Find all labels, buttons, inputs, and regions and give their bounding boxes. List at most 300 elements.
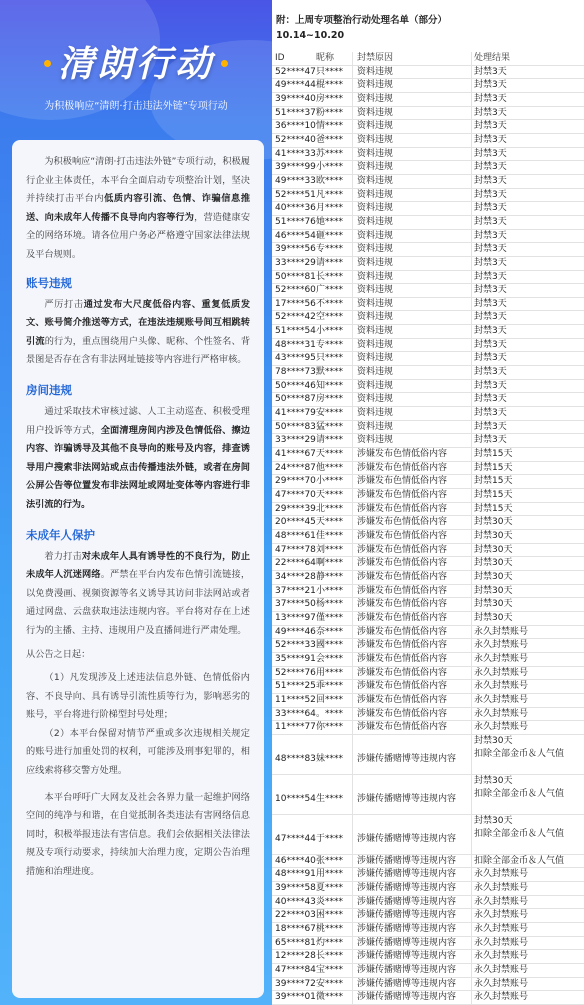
row-result: 封禁3天 — [474, 435, 507, 446]
row-id: 29****70 — [275, 476, 316, 487]
row-nickname: 小**** — [316, 585, 344, 596]
row-reason: 资料违规 — [352, 134, 472, 147]
row-id: 11****52 — [275, 694, 316, 705]
row-nickname: 爸**** — [316, 134, 344, 145]
row-nickname: 用**** — [316, 869, 344, 880]
page-title: 清朗行动 — [57, 44, 214, 85]
table-row — [272, 503, 584, 517]
table-row — [272, 815, 584, 855]
row-nickname: 佳**** — [316, 530, 344, 541]
row-id: 40****36 — [275, 203, 316, 214]
table-row — [272, 79, 584, 93]
row-result: 封禁30天 — [474, 558, 513, 569]
row-nickname: 困**** — [316, 910, 344, 921]
section-text-room: 通过采取技术审核过滤、人工主动巡查、积极受理用户投诉等方式，全面清理房间内涉及色情低俗、擦边内容、诈骗诱导及其他不良导向的账号及内容，排查诱导用户搜索非法网站或点击传播违法外链，或者在房间公屏公告等位置发布非法网址或网址变体等内容进行非法引流的行为。 — [26, 405, 251, 510]
from-date-label: 从公告之日起： — [26, 649, 91, 661]
row-result-ban: 封禁30天 — [474, 775, 513, 786]
row-reason: 资料违规 — [352, 161, 472, 174]
table-row — [272, 421, 584, 435]
row-id: 51****76 — [275, 216, 316, 227]
row-reason: 资料违规 — [352, 380, 472, 393]
row-result: 永久封禁账号 — [474, 978, 529, 989]
row-nickname: 妹**** — [316, 753, 344, 764]
row-result: 封禁3天 — [474, 66, 507, 77]
row-reason: 涉嫌发布色情低俗内容 — [352, 694, 472, 707]
row-result: 封禁3天 — [474, 326, 507, 337]
table-header — [272, 52, 584, 66]
table-row — [272, 134, 584, 148]
table-row — [272, 298, 584, 312]
row-nickname: 刘**** — [316, 544, 344, 555]
row-nickname: 广**** — [316, 285, 344, 296]
row-id: 50****87 — [275, 394, 316, 405]
table-row — [272, 175, 584, 189]
row-id: 52****42 — [275, 312, 316, 323]
rule-item-2: （2）本平台保留对情节严重或多次违规相关规定的账号进行加重处罚的权利，可能涉及刑事犯罪的，相应线索将移交警方处理。 — [26, 727, 250, 777]
table-row — [272, 923, 584, 937]
table-row — [272, 148, 584, 162]
col-header-result: 处理结果 — [474, 53, 511, 63]
row-nickname: 用**** — [316, 667, 344, 678]
table-row — [272, 407, 584, 421]
row-nickname: 安**** — [316, 408, 344, 419]
table-row — [272, 735, 584, 775]
table-row — [272, 708, 584, 722]
row-reason: 涉嫌传播赌博等违规内容 — [352, 964, 472, 977]
table-row — [272, 120, 584, 134]
row-reason: 涉嫌传播赌博等违规内容 — [352, 815, 472, 854]
table-row — [272, 626, 584, 640]
row-nickname: 长**** — [316, 271, 344, 282]
row-reason: 涉嫌传播赌博等违规内容 — [352, 991, 472, 1004]
row-id: 33****64 — [275, 708, 316, 719]
table-row — [272, 257, 584, 271]
row-id: 35****91 — [275, 653, 316, 664]
row-result: 封禁3天 — [474, 380, 507, 391]
row-reason: 资料违规 — [352, 271, 472, 284]
row-id: 48****83 — [275, 753, 316, 764]
row-result: 封禁30天 — [474, 612, 513, 623]
penalty-table — [272, 52, 584, 1005]
row-nickname: 國**** — [316, 640, 344, 651]
row-reason: 涉嫌发布色情低俗内容 — [352, 571, 472, 584]
row-id: 22****64 — [275, 558, 316, 569]
table-row — [272, 639, 584, 653]
row-id: 39****40 — [275, 93, 316, 104]
row-reason: 涉嫌发布色情低俗内容 — [352, 667, 472, 680]
row-nickname: 灼**** — [316, 937, 344, 948]
table-row — [272, 653, 584, 667]
row-id: 33****29 — [275, 435, 316, 446]
table-row — [272, 271, 584, 285]
row-id: 51****25 — [275, 681, 316, 692]
row-id: 49****46 — [275, 626, 316, 637]
table-row — [272, 352, 584, 366]
row-reason: 涉嫌发布色情低俗内容 — [352, 557, 472, 570]
row-reason: 涉嫌发布色情低俗内容 — [352, 475, 472, 488]
row-id: 24****87 — [275, 462, 316, 473]
table-row — [272, 284, 584, 298]
table-row — [272, 243, 584, 257]
row-id: 20****45 — [275, 517, 316, 528]
row-nickname: 安**** — [316, 978, 344, 989]
row-id: 18****67 — [275, 924, 316, 935]
row-result: 封禁30天 — [474, 599, 513, 610]
row-nickname: 凡**** — [316, 189, 344, 200]
row-nickname: 乖**** — [316, 681, 344, 692]
row-reason: 涉嫌传播赌博等违规内容 — [352, 882, 472, 895]
row-nickname: 杨**** — [316, 599, 344, 610]
row-nickname: 回**** — [316, 694, 344, 705]
row-id: 43****95 — [275, 353, 316, 364]
row-id: 47****44 — [275, 833, 316, 844]
row-result: 封禁3天 — [474, 148, 507, 159]
row-id: 52****51 — [275, 189, 316, 200]
table-row — [272, 434, 584, 448]
row-id: 36****10 — [275, 121, 316, 132]
row-reason: 资料违规 — [352, 79, 472, 92]
row-reason: 资料违规 — [352, 175, 472, 188]
row-result: 封禁30天 — [474, 571, 513, 582]
row-result: 永久封禁账号 — [474, 924, 529, 935]
row-nickname: 只**** — [316, 66, 344, 77]
table-row — [272, 950, 584, 964]
row-id: 50****46 — [275, 380, 316, 391]
table-row — [272, 964, 584, 978]
row-reason: 涉嫌发布色情低俗内容 — [352, 639, 472, 652]
table-body — [272, 66, 584, 1005]
row-reason: 资料违规 — [352, 230, 472, 243]
row-reason: 涉嫌发布色情低俗内容 — [352, 544, 472, 557]
row-reason: 涉嫌发布色情低俗内容 — [352, 708, 472, 721]
table-row — [272, 216, 584, 230]
table-row — [272, 571, 584, 585]
row-result-deduct: 扣除全部金币＆人气值 — [474, 789, 565, 800]
row-id: 39****72 — [275, 978, 316, 989]
row-id: 47****84 — [275, 965, 316, 976]
row-reason: 涉嫌发布色情低俗内容 — [352, 448, 472, 461]
section-title-minors: 未成年人保护 — [26, 527, 95, 542]
table-row — [272, 598, 584, 612]
table-row — [272, 380, 584, 394]
row-result: 永久封禁账号 — [474, 694, 529, 705]
table-row — [272, 991, 584, 1005]
row-id: 49****44 — [275, 80, 316, 91]
row-result: 封禁30天 — [474, 530, 513, 541]
table-row — [272, 896, 584, 910]
row-reason: 涉嫌发布色情低俗内容 — [352, 653, 472, 666]
row-result: 永久封禁账号 — [474, 937, 529, 948]
row-nickname: 微**** — [316, 992, 344, 1003]
row-result: 永久封禁账号 — [474, 626, 529, 637]
closing-paragraph: 本平台呼吁广大网友及社会各界力量一起维护网络空间的纯净与和谐，在自觉抵制各类违法有害网络信息同时，积极举报违法有害信息。我们会依据相关法律法规及专项行动要求，持续加大治理力度，定期公告治理措施和治理进度。 — [26, 791, 250, 877]
row-nickname: 夏**** — [316, 883, 344, 894]
table-row — [272, 544, 584, 558]
col-header-id: ID — [275, 53, 285, 63]
row-reason: 资料违规 — [352, 93, 472, 106]
table-row — [272, 325, 584, 339]
row-reason: 资料违规 — [352, 284, 472, 297]
row-result: 封禁3天 — [474, 367, 507, 378]
row-reason: 涉嫌发布色情低俗内容 — [352, 721, 472, 734]
row-nickname: 僅**** — [316, 612, 344, 623]
date-range: 10.14~10.20 — [276, 30, 345, 41]
row-result: 永久封禁账号 — [474, 667, 529, 678]
row-result: 永久封禁账号 — [474, 640, 529, 651]
table-row — [272, 557, 584, 571]
row-id: 51****37 — [275, 107, 316, 118]
row-result: 封禁3天 — [474, 421, 507, 432]
row-nickname: 请**** — [316, 435, 344, 446]
row-id: 39****56 — [275, 244, 316, 255]
row-id: 41****33 — [275, 148, 316, 159]
row-result: 永久封禁账号 — [474, 869, 529, 880]
intro-paragraph: 为积极响应“清朗·打击违法外链”专项行动，积极履行企业主体责任，本平台全面启动专项整治计划，坚决并持续打击平台内低质内容引流、色情、诈骗信息推送、向未成年人传播不良导向内容等行为，营造健康安全的网络环境。请各位用户务必严格遵守国家法律法规及平台规则。 — [26, 156, 251, 260]
row-result-deduct: 扣除全部金币＆人气值 — [474, 749, 565, 760]
table-row — [272, 680, 584, 694]
row-nickname: 猛**** — [316, 421, 344, 432]
row-reason: 涉嫌传播赌博等违规内容 — [352, 909, 472, 922]
table-row — [272, 448, 584, 462]
row-reason: 资料违规 — [352, 257, 472, 270]
row-id: 47****78 — [275, 544, 316, 555]
table-row — [272, 855, 584, 869]
col-header-reason: 封禁原因 — [352, 52, 472, 65]
row-id: 48****31 — [275, 339, 316, 350]
section-text-minors: 着力打击对未成年人具有诱导性的不良行为，防止未成年人沉迷网络。严禁在平台内发布色情引流链接，以免费漫画、视频资源等名义诱导其访问非法网站或者通过网盘、云盘获取违法违规内容。平台将对存在上述行为的主播、主持、违规用户及直播间进行严肃处理。 — [26, 550, 251, 636]
table-row — [272, 366, 584, 380]
table-row — [272, 202, 584, 216]
row-id: 52****76 — [275, 667, 316, 678]
row-result: 封禁3天 — [474, 107, 507, 118]
row-id: 29****39 — [275, 503, 316, 514]
row-nickname: 专**** — [316, 244, 344, 255]
content-card — [12, 140, 264, 998]
table-row — [272, 775, 584, 815]
row-result: 封禁30天 — [474, 585, 513, 596]
table-row — [272, 462, 584, 476]
table-row — [272, 530, 584, 544]
row-id: 49****33 — [275, 175, 316, 186]
announcement-panel — [0, 0, 272, 1005]
row-result: 封禁3天 — [474, 134, 507, 145]
row-result: 封禁3天 — [474, 271, 507, 282]
row-result: 封禁3天 — [474, 230, 507, 241]
table-row — [272, 612, 584, 626]
table-row — [272, 489, 584, 503]
row-nickname: 小**** — [316, 326, 344, 337]
row-id: 52****60 — [275, 285, 316, 296]
row-reason: 资料违规 — [352, 298, 472, 311]
row-result — [472, 735, 584, 774]
table-row — [272, 66, 584, 80]
row-result: 封禁3天 — [474, 80, 507, 91]
row-result: 封禁3天 — [474, 408, 507, 419]
row-result: 永久封禁账号 — [474, 681, 529, 692]
row-id: 50****81 — [275, 271, 316, 282]
row-result: 封禁3天 — [474, 285, 507, 296]
row-reason: 资料违规 — [352, 311, 472, 324]
row-id: 10****54 — [275, 793, 316, 804]
list-title-block — [276, 13, 447, 43]
row-reason: 资料违规 — [352, 148, 472, 161]
row-id: 52****33 — [275, 640, 316, 651]
row-reason: 涉嫌发布色情低俗内容 — [352, 489, 472, 502]
row-reason: 涉嫌发布色情低俗内容 — [352, 530, 472, 543]
table-row — [272, 937, 584, 951]
title-dot-left — [44, 60, 51, 67]
row-nickname: 炎**** — [316, 896, 344, 907]
row-reason: 涉嫌传播赌博等违规内容 — [352, 923, 472, 936]
table-row — [272, 516, 584, 530]
row-reason: 涉嫌发布色情低俗内容 — [352, 598, 472, 611]
row-nickname: 不**** — [316, 298, 344, 309]
row-reason: 资料违规 — [352, 189, 472, 202]
row-reason: 涉嫌发布色情低俗内容 — [352, 626, 472, 639]
row-result: 永久封禁账号 — [474, 896, 529, 907]
row-id: 17****56 — [275, 298, 316, 309]
row-result-deduct: 扣除全部金币＆人气值 — [474, 829, 565, 840]
row-result: 永久封禁账号 — [474, 653, 529, 664]
table-row — [272, 230, 584, 244]
row-nickname: 啊**** — [316, 558, 344, 569]
row-result: 封禁15天 — [474, 490, 513, 500]
row-result: 封禁15天 — [474, 462, 513, 473]
row-id: 52****40 — [275, 134, 316, 145]
row-nickname: 知**** — [316, 380, 344, 391]
row-nickname: 情**** — [316, 121, 344, 132]
row-reason: 涉嫌发布色情低俗内容 — [352, 585, 472, 598]
row-result: 封禁30天 — [474, 517, 513, 528]
row-result: 封禁3天 — [474, 394, 507, 405]
row-result: 封禁3天 — [474, 257, 507, 268]
row-id: 40****43 — [275, 896, 316, 907]
row-id: 65****81 — [275, 937, 316, 948]
row-result: 封禁3天 — [474, 203, 507, 214]
row-nickname: 。**** — [316, 708, 344, 719]
title-block — [0, 36, 272, 87]
table-row — [272, 585, 584, 599]
title-dot-right — [221, 60, 228, 67]
row-reason: 资料违规 — [352, 434, 472, 447]
row-id: 46****54 — [275, 230, 316, 241]
row-reason: 资料违规 — [352, 66, 472, 79]
row-id: 50****83 — [275, 421, 316, 432]
row-nickname: 空**** — [316, 312, 344, 323]
row-result: 封禁3天 — [474, 189, 507, 200]
row-reason: 涉嫌发布色情低俗内容 — [352, 516, 472, 529]
row-nickname: 天**** — [316, 490, 344, 500]
row-reason: 资料违规 — [352, 120, 472, 133]
row-reason: 涉嫌传播赌博等违规内容 — [352, 896, 472, 909]
row-id: 37****21 — [275, 585, 316, 596]
row-nickname: 小**** — [316, 476, 344, 487]
table-row — [272, 161, 584, 175]
row-nickname: 粉**** — [316, 107, 344, 118]
row-nickname: 天**** — [316, 517, 344, 528]
row-result: 封禁3天 — [474, 93, 507, 104]
row-reason: 资料违规 — [352, 202, 472, 215]
row-nickname: 默**** — [316, 367, 344, 378]
row-id: 52****47 — [275, 66, 316, 77]
row-result: 永久封禁账号 — [474, 883, 529, 894]
table-row — [272, 475, 584, 489]
list-title: 附：上周专项整治行动处理名单（部分） — [276, 15, 448, 26]
row-result: 封禁15天 — [474, 503, 513, 514]
row-result-ban: 封禁30天 — [474, 815, 513, 826]
row-id: 11****77 — [275, 722, 316, 733]
row-result: 封禁3天 — [474, 298, 507, 309]
row-result — [472, 815, 584, 854]
row-reason: 资料违规 — [352, 393, 472, 406]
row-reason: 涉嫌传播赌博等违规内容 — [352, 978, 472, 991]
section-title-account: 账号违规 — [26, 275, 72, 290]
row-reason: 资料违规 — [352, 407, 472, 420]
row-nickname: 你**** — [316, 722, 344, 733]
row-id: 37****50 — [275, 599, 316, 610]
row-result: 封禁15天 — [474, 449, 513, 460]
table-row — [272, 909, 584, 923]
row-reason: 资料违规 — [352, 352, 472, 365]
row-result: 封禁3天 — [474, 162, 507, 173]
row-nickname: 桃**** — [316, 924, 344, 935]
row-result: 封禁3天 — [474, 353, 507, 364]
row-id: 13****97 — [275, 612, 316, 623]
row-id: 41****79 — [275, 408, 316, 419]
table-row — [272, 93, 584, 107]
row-result: 封禁3天 — [474, 216, 507, 227]
page-subtitle: 为积极响应“清朗·打击违法外链”专项行动 — [44, 101, 228, 112]
row-reason: 资料违规 — [352, 216, 472, 229]
row-reason: 涉嫌传播赌博等违规内容 — [352, 855, 472, 868]
row-nickname: 长**** — [316, 951, 344, 962]
row-result: 封禁15天 — [474, 476, 513, 487]
row-id: 39****99 — [275, 162, 316, 173]
row-nickname: 请**** — [316, 257, 344, 268]
row-reason: 资料违规 — [352, 325, 472, 338]
row-result — [472, 775, 584, 814]
row-id: 51****54 — [275, 326, 316, 337]
row-nickname: 棍**** — [316, 80, 344, 91]
row-reason: 涉嫌传播赌博等违规内容 — [352, 950, 472, 963]
row-reason: 涉嫌发布色情低俗内容 — [352, 680, 472, 693]
row-reason: 涉嫌发布色情低俗内容 — [352, 503, 472, 516]
table-row — [272, 667, 584, 681]
row-id: 48****61 — [275, 530, 316, 541]
rule-item-1: （1）凡发现涉及上述违法信息外链、色情低俗内容、不良导向、具有诱导引流性质等行为，影响恶劣的账号，平台将进行阶梯型封号处理； — [26, 672, 250, 721]
row-nickname: 奈**** — [316, 626, 344, 637]
row-result: 永久封禁账号 — [474, 708, 529, 719]
row-nickname: 月**** — [316, 203, 344, 214]
table-row — [272, 393, 584, 407]
section-text-account: 严厉打击通过发布大尺度低俗内容、重复低质发文、账号简介推送等方式，在违法违规账号间互相跳转引流的行为，重点围绕用户头像、昵称、个性签名、背景图是否存在含有非法网址链接等内容进行严格审核。 — [26, 298, 251, 366]
row-result: 封禁3天 — [474, 339, 507, 350]
row-reason: 资料违规 — [352, 366, 472, 379]
row-nickname: 生**** — [316, 793, 344, 804]
row-nickname: 他**** — [316, 462, 344, 473]
row-nickname: 砸**** — [316, 230, 344, 241]
table-row — [272, 107, 584, 121]
row-id: 41****67 — [275, 449, 316, 460]
row-result: 封禁3天 — [474, 121, 507, 132]
row-result: 永久封禁账号 — [474, 951, 529, 962]
row-reason: 涉嫌传播赌博等违规内容 — [352, 868, 472, 881]
row-result: 封禁3天 — [474, 175, 507, 186]
row-reason: 涉嫌传播赌博等违规内容 — [352, 775, 472, 814]
table-row — [272, 694, 584, 708]
row-nickname: 只**** — [316, 353, 344, 364]
table-row — [272, 339, 584, 353]
